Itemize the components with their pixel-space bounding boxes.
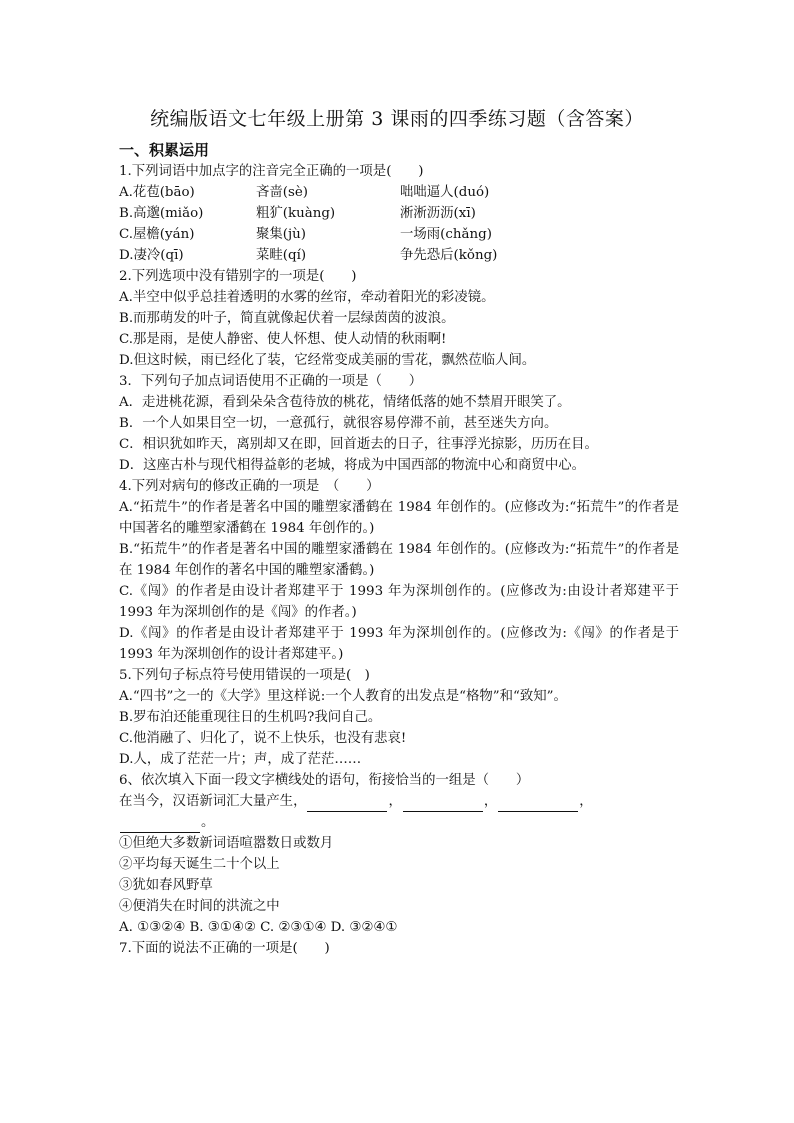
question-6-choices: A. ①③②④ B. ③①④② C. ②③①④ D. ③②④① (119, 920, 398, 935)
question-6-item-1: ①但绝大多数新词语喧嚣数日或数月 (119, 836, 334, 851)
question-3-option-d: D．这座古朴与现代相得益彰的老城，将成为中国西部的物流中心和商贸中心。 (119, 458, 586, 473)
question-6-lead: 在当今，汉语新词汇大量产生， (119, 794, 307, 809)
question-7-stem: 7.下面的说法不正确的一项是( ) (119, 941, 330, 956)
question-4-stem: 4.下列对病句的修改正确的一项是 （ ） (119, 479, 380, 494)
section-heading: 一、积累运用 (119, 141, 210, 159)
answer-blank-1[interactable] (307, 797, 387, 812)
question-3-stem: 3．下列句子加点词语使用不正确的一项是（ ） (119, 374, 423, 389)
question-3-option-c: C．相识犹如昨天，离别却又在即，回首逝去的日子，往事浮光掠影，历历在目。 (119, 437, 598, 452)
question-5-option-b: B.罗布泊还能重现往日的生机吗?我问自己。 (119, 710, 382, 725)
question-5-option-d: D.人，成了茫茫一片；声，成了茫茫…… (119, 752, 362, 767)
question-2-option-c: C.那是雨，是使人静密、使人怀想、使人动情的秋雨啊! (119, 332, 447, 347)
question-6-item-2: ②平均每天诞生二十个以上 (119, 857, 280, 872)
question-2-option-d: D.但这时候，雨已经化了装，它经常变成美丽的雪花，飘然莅临人间。 (119, 353, 536, 368)
question-5-option-c: C.他消融了、归化了，说不上快乐，也没有悲哀! (119, 731, 407, 746)
question-2-option-a: A.半空中似乎总挂着透明的水雾的丝帘，牵动着阳光的彩凌镜。 (119, 290, 495, 305)
page-title: 统编版语文七年级上册第 3 课雨的四季练习题（含答案） (150, 108, 644, 130)
question-6-passage-end: 。 (119, 812, 679, 833)
question-4-option-c: C.《闯》的作者是由设计者郑建平于 1993 年为深圳创作的。(应修改为:由设计者郑建平于 1993 年为深圳创作的是《闯》的作者。) (119, 584, 679, 620)
answer-blank-3[interactable] (498, 797, 578, 812)
question-6-item-4: ④便消失在时间的洪流之中 (119, 899, 280, 914)
answer-blank-4[interactable] (120, 818, 200, 833)
question-6-stem: 6、依次填入下面一段文字横线处的语句，衔接恰当的一组是（ ） (119, 773, 530, 788)
answer-blank-2[interactable] (403, 797, 483, 812)
question-2-stem: 2.下列选项中没有错别字的一项是( ) (119, 269, 357, 284)
question-3-option-b: B．一个人如果目空一切，一意孤行，就很容易停滞不前，甚至迷失方向。 (119, 416, 558, 431)
question-5-stem: 5.下列句子标点符号使用错误的一项是( ) (119, 668, 370, 683)
question-1-option-a: A.花苞(bāo) 吝啬(sè) 咄咄逼人(duó) (119, 185, 490, 200)
question-6-item-3: ③犹如春风野草 (119, 878, 213, 893)
question-1-option-d: D.凄冷(qī) 菜畦(qí) 争先恐后(kǒng) (119, 248, 498, 263)
question-4-option-a: A.“拓荒牛”的作者是著名中国的雕塑家潘鹤在 1984 年创作的。(应修改为:“拓荒牛”的作者是中国著名的雕塑家潘鹤在 1984 年创作的。) (119, 500, 679, 536)
question-1-option-c: C.屋檐(yán) 聚集(jù) 一场雨(chǎng) (119, 227, 492, 242)
question-6-passage: 在当今，汉语新词汇大量产生， ， ， ， (119, 791, 679, 812)
question-1-stem: 1.下列词语中加点字的注音完全正确的一项是( ) (119, 164, 424, 179)
question-2-option-b: B.而那萌发的叶子，简直就像起伏着一层绿茵茵的波浪。 (119, 311, 455, 326)
question-4-option-d: D.《闯》的作者是由设计者郑建平于 1993 年为深圳创作的。(应修改为:《闯》的作者是于 1993 年为深圳创作的设计者郑建平。) (119, 626, 679, 662)
question-4-option-b: B.“拓荒牛”的作者是著名中国的雕塑家潘鹤在 1984 年创作的。(应修改为:“拓荒牛”的作者是在 1984 年创作的著名中国的雕塑家潘鹤。) (119, 542, 679, 578)
question-1-option-b: B.高邈(miǎo) 粗犷(kuàng) 淅淅沥沥(xī) (119, 206, 476, 221)
question-3-option-a: A．走进桃花源，看到朵朵含苞待放的桃花，情绪低落的她不禁眉开眼笑了。 (119, 395, 571, 410)
exercise-content (119, 139, 679, 959)
question-5-option-a: A.“四书”之一的《大学》里这样说:一个人教育的出发点是“格物”和“致知”。 (119, 689, 567, 704)
